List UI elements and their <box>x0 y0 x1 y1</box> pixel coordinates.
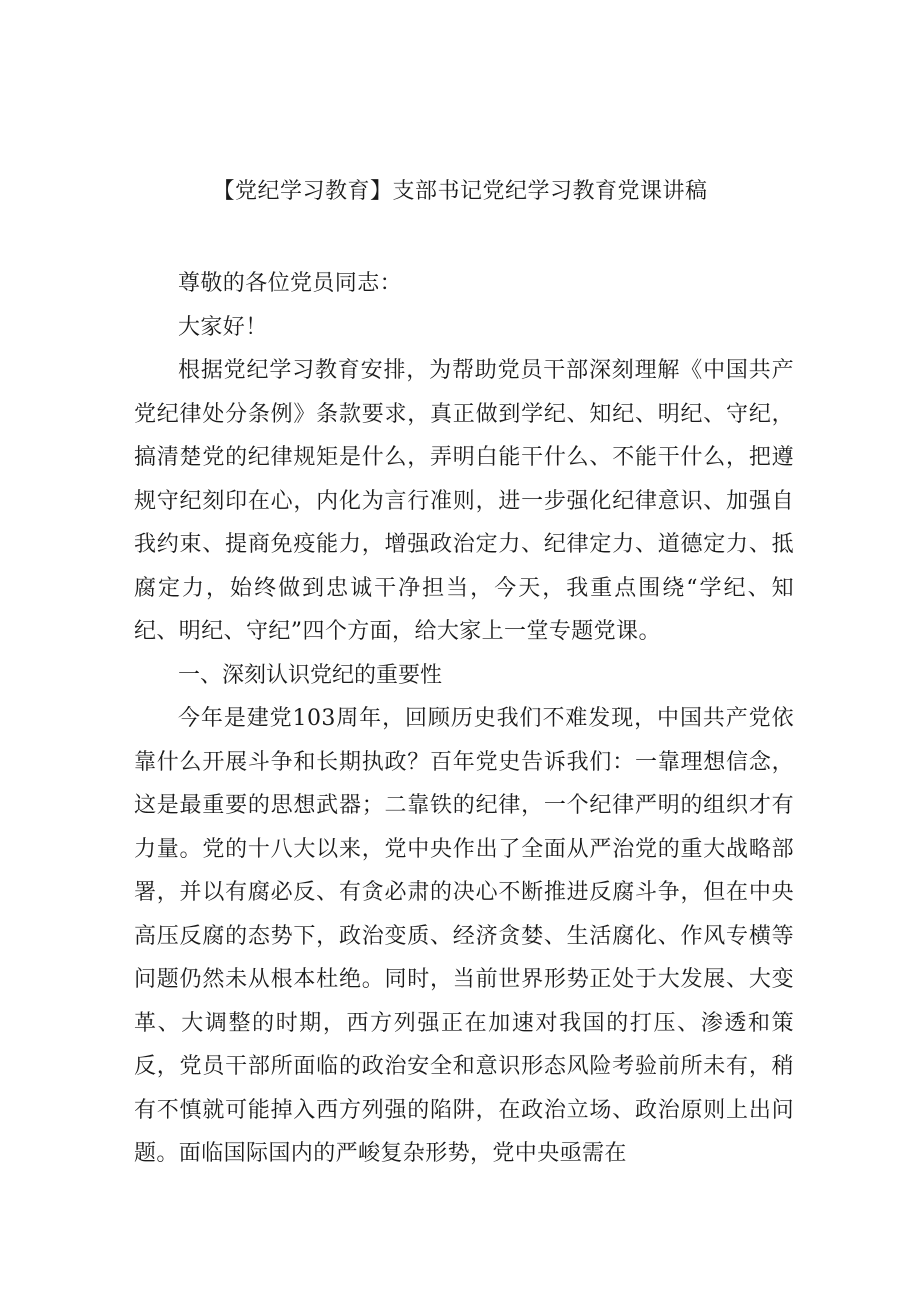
salutation: 尊敬的各位党员同志： <box>178 271 403 296</box>
intro-paragraph: 根据党纪学习教育安排，为帮助党员干部深刻理解《中国共产党纪律处分条例》条款要求，真正做到学纪、知纪、明纪、守纪，搞清楚党的纪律规矩是什么，弄明白能干什么、不能干什么，把遵规守纪刻印在心，内化为言行准则，进一步强化纪律意识、加强自我约束、提商免疫能力，增强政治定力、纪律定力、道德定力、抵腐定力，始终做到忠诚干净担当，今天，我重点围绕“学纪、知纪、明纪、守纪”四个方面，给大家上一堂专题党课。 <box>134 358 794 644</box>
document-title: 【党纪学习教育】支部书记党纪学习教育党课讲稿 <box>212 179 708 204</box>
section-1-heading: 一、深刻认识党纪的重要性 <box>178 662 443 688</box>
document-body <box>134 262 794 1176</box>
section-1-paragraph: 今年是建党103周年，回顾历史我们不难发现，中国共产党依靠什么开展斗争和长期执政？百年党史告诉我们：一靠理想信念，这是最重要的思想武器；二靠铁的纪律，一个纪律严明的组织才有力量。党的十八大以来，党中央作出了全面从严治党的重大战略部署，并以有腐必反、有贪必肃的决心不断推进反腐斗争，但在中央高压反腐的态势下，政治变质、经济贪婪、生活腐化、作风专横等问题仍然未从根本杜绝。同时，当前世界形势正处于大发展、大变革、大调整的时期，西方列强正在加速对我国的打压、渗透和策反，党员干部所面临的政治安全和意识形态风险考验前所未有，稍有不慎就可能掉入西方列强的陷阱，在政治立场、政治原则上出问题。面临国际国内的严峻复杂形势，党中央亟需在 <box>134 706 794 1166</box>
greeting: 大家好！ <box>178 314 268 340</box>
